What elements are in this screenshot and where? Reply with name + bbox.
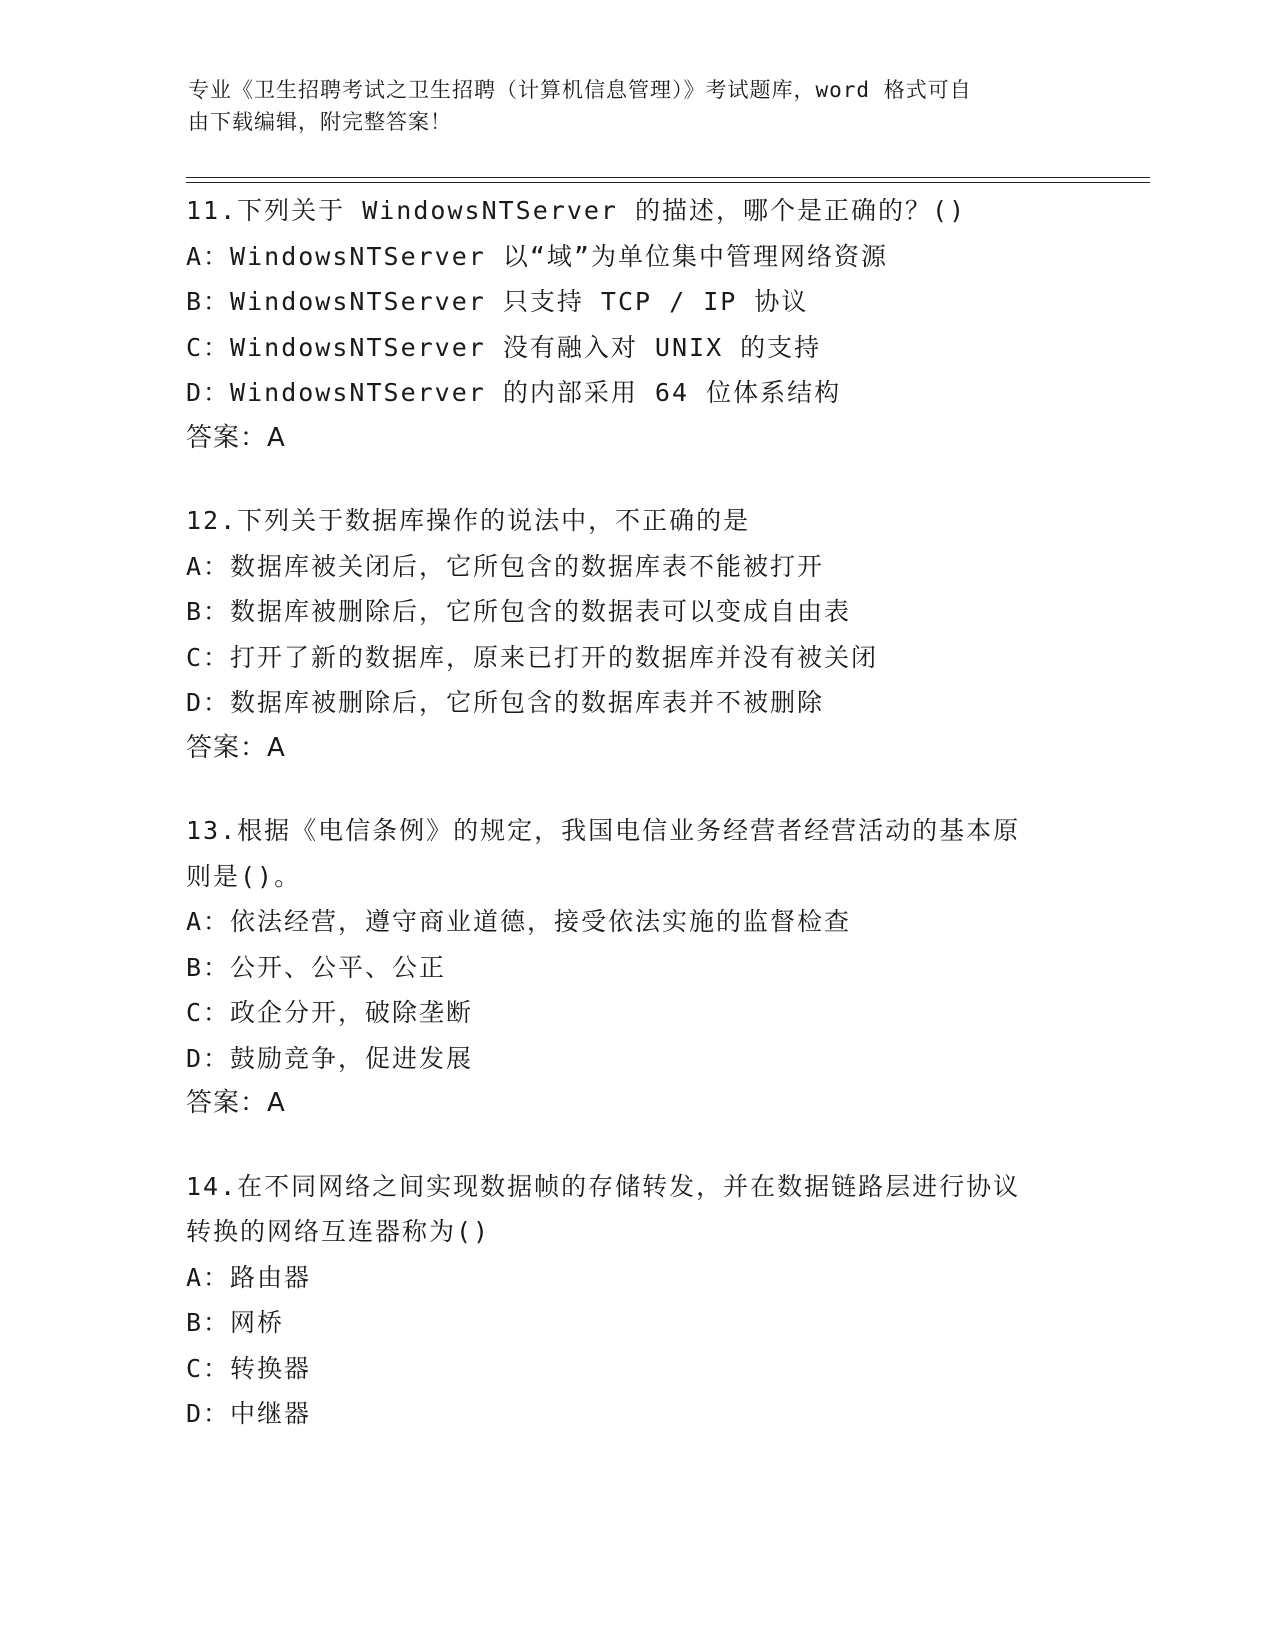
option-a: A：路由器 xyxy=(186,1262,312,1292)
answer: 答案：A xyxy=(186,422,286,453)
question-13 xyxy=(186,808,1086,1127)
question-12 xyxy=(186,498,1086,771)
option-b: B：公开、公平、公正 xyxy=(186,952,447,982)
header-divider-bottom xyxy=(186,182,1150,183)
option-a: A：WindowsNTServer 以“域”为单位集中管理网络资源 xyxy=(186,241,888,271)
option-c: C：政企分开，破除垄断 xyxy=(186,998,474,1027)
question-title: 11.下列关于 WindowsNTServer 的描述，哪个是正确的？() xyxy=(186,196,967,225)
option-b: B：数据库被删除后，它所包含的数据表可以变成自由表 xyxy=(186,597,852,626)
option-b: B：网桥 xyxy=(186,1308,285,1337)
header-line-2: 由下载编辑，附完整答案！ xyxy=(188,110,452,134)
option-c: C：转换器 xyxy=(186,1353,312,1383)
option-c: C：打开了新的数据库，原来已打开的数据库并没有被关闭 xyxy=(186,642,879,672)
question-title-line-1: 14.在不同网络之间实现数据帧的存储转发，并在数据链路层进行协议 xyxy=(186,1171,1021,1201)
question-14 xyxy=(186,1164,1086,1437)
document-header xyxy=(188,74,1068,138)
header-line-1: 专业《卫生招聘考试之卫生招聘（计算机信息管理）》考试题库，word 格式可自 xyxy=(188,78,972,102)
option-d: D：中继器 xyxy=(186,1399,312,1428)
option-a: A：数据库被关闭后，它所包含的数据库表不能被打开 xyxy=(186,551,825,581)
option-a: A：依法经营，遵守商业道德，接受依法实施的监督检查 xyxy=(186,907,852,936)
header-divider-top xyxy=(186,177,1150,178)
answer: 答案：A xyxy=(186,732,286,763)
question-title-line-2: 则是()。 xyxy=(186,861,302,891)
option-b: B：WindowsNTServer 只支持 TCP / IP 协议 xyxy=(186,287,809,316)
question-11 xyxy=(186,188,1086,461)
question-title-line-1: 13.根据《电信条例》的规定，我国电信业务经营者经营活动的基本原 xyxy=(186,816,1021,845)
question-list xyxy=(186,188,1086,1474)
question-title: 12.下列关于数据库操作的说法中，不正确的是 xyxy=(186,506,751,535)
option-d: D：WindowsNTServer 的内部采用 64 位体系结构 xyxy=(186,378,842,407)
option-d: D：鼓励竞争，促进发展 xyxy=(186,1043,474,1073)
question-title-line-2: 转换的网络互连器称为() xyxy=(186,1217,491,1246)
option-c: C：WindowsNTServer 没有融入对 UNIX 的支持 xyxy=(186,332,822,362)
answer: 答案：A xyxy=(186,1088,286,1118)
option-d: D：数据库被删除后，它所包含的数据库表并不被删除 xyxy=(186,688,825,717)
